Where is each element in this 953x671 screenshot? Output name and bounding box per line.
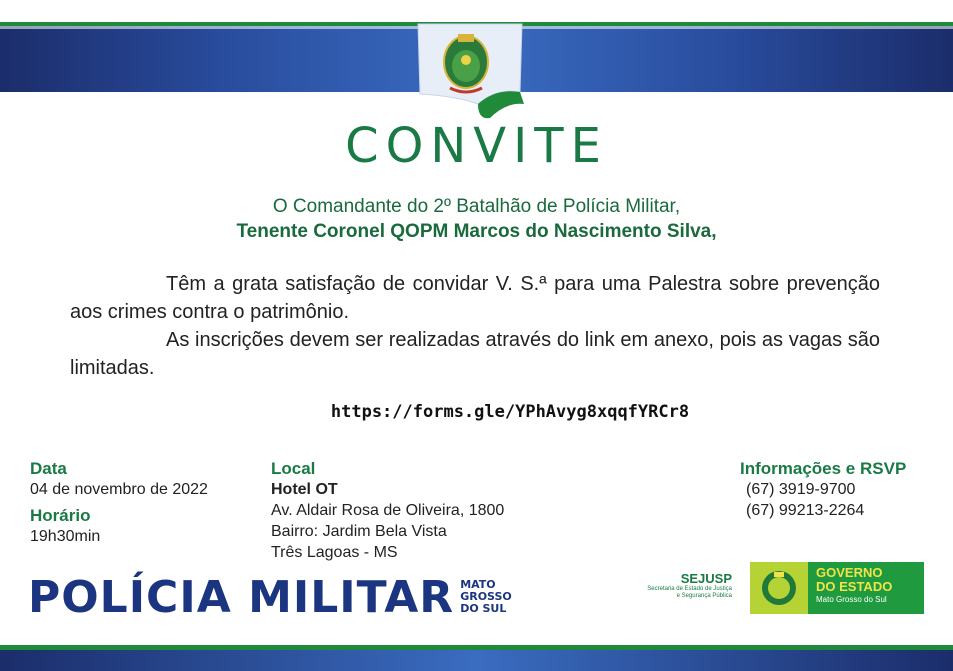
state-seal-icon bbox=[750, 562, 808, 614]
address-line: Três Lagoas - MS bbox=[271, 544, 398, 561]
address-line: Av. Aldair Rosa de Oliveira, 1800 bbox=[271, 502, 505, 519]
time-value: 19h30min bbox=[30, 528, 101, 545]
host-line: O Comandante do 2º Batalhão de Polícia Militar, bbox=[272, 196, 681, 217]
invitation-title: CONVITE bbox=[345, 118, 608, 174]
phone-number: (67) 99213-2264 bbox=[746, 502, 865, 519]
rsvp-label: Informações e RSVP bbox=[740, 459, 907, 478]
host-name: Tenente Coronel QOPM Marcos do Nascimento Silva, bbox=[236, 221, 717, 242]
policia-militar-logo: POLÍCIA MILITAR MATO GROSSO DO SUL bbox=[28, 571, 512, 623]
paragraph-lecture: Têm a grata satisfação de convidar V. S.ª para uma Palestra sobre prevenção aos crimes contra o patrimônio. bbox=[70, 273, 880, 323]
venue-name: Hotel OT bbox=[271, 481, 338, 498]
phone-number: (67) 3919-9700 bbox=[746, 481, 856, 498]
state-coat-of-arms-banner bbox=[416, 22, 526, 122]
invitation-body bbox=[70, 270, 880, 382]
rsvp-block bbox=[740, 458, 906, 521]
registration-link[interactable]: https://forms.gle/YPhAvyg8xqqfYRCr8 bbox=[330, 402, 690, 422]
date-label: Data bbox=[30, 459, 67, 478]
governo-ms-logo: GOVERNO DO ESTADO Mato Grosso do Sul bbox=[750, 562, 924, 614]
address-line: Bairro: Jardim Bela Vista bbox=[271, 523, 447, 540]
sejusp-logo: SEJUSP Secretaria de Estado de Justiça e Segurança Pública bbox=[647, 571, 732, 599]
date-value: 04 de novembro de 2022 bbox=[30, 481, 208, 498]
paragraph-registration: As inscrições devem ser realizadas através do link em anexo, pois as vagas são limitadas. bbox=[70, 329, 880, 379]
location-block bbox=[271, 458, 504, 563]
footer-blue-band bbox=[0, 650, 953, 671]
date-time-block bbox=[30, 458, 208, 547]
location-label: Local bbox=[271, 459, 316, 478]
time-label: Horário bbox=[30, 506, 91, 525]
